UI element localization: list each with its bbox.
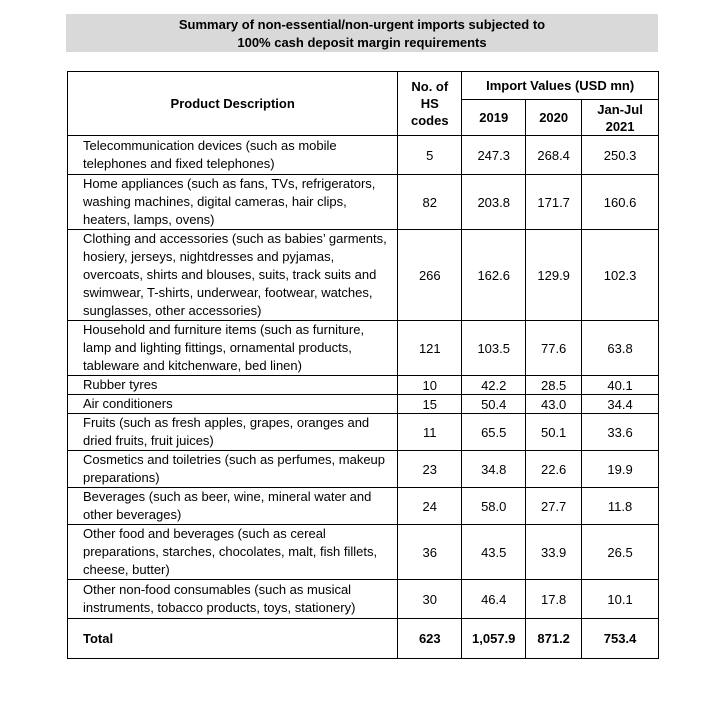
header-hs-codes	[398, 72, 462, 136]
description-line: Clothing and accessories (such as babies’ garments,	[83, 231, 387, 246]
header-import-values: Import Values (USD mn)	[462, 72, 659, 100]
description-line: Other non-food consumables (such as musical	[83, 582, 352, 597]
cell-value-2021: 19.9	[582, 451, 659, 488]
cell-value-2020: 268.4	[526, 136, 582, 175]
cell-value-2021: 26.5	[582, 525, 659, 580]
header-year-2019: 2019	[462, 100, 526, 136]
cell-value-2020: 77.6	[526, 321, 582, 376]
cell-hs-codes: 15	[398, 395, 462, 414]
cell-value-2020: 171.7	[526, 175, 582, 230]
cell-product-description	[68, 451, 398, 488]
table-row	[68, 376, 659, 395]
header-hs-line-2: HS	[420, 96, 439, 111]
description-line: instruments, tobacco products, toys, stationery)	[83, 600, 356, 615]
table-row	[68, 230, 659, 321]
total-row	[68, 619, 659, 659]
header-2021-line-2: 2021	[605, 118, 635, 134]
cell-product-description	[68, 321, 398, 376]
imports-table	[67, 71, 659, 659]
cell-value-2021: 33.6	[582, 414, 659, 451]
description-line: washing machines, digital cameras, hair clips,	[83, 194, 347, 209]
description-line: preparations, starches, chocolates, malt, fish fillets,	[83, 544, 378, 559]
description-line: other beverages)	[83, 507, 182, 522]
cell-hs-codes: 30	[398, 580, 462, 619]
header-year-2021	[582, 100, 659, 136]
cell-value-2021: 10.1	[582, 580, 659, 619]
table-row	[68, 321, 659, 376]
table-row	[68, 175, 659, 230]
description-line: dried fruits, fruit juices)	[83, 433, 214, 448]
cell-value-2020: 27.7	[526, 488, 582, 525]
cell-product-description	[68, 414, 398, 451]
cell-value-2019: 34.8	[462, 451, 526, 488]
cell-hs-codes: 82	[398, 175, 462, 230]
table-row	[68, 136, 659, 175]
table-body	[68, 136, 659, 659]
description-line: Beverages (such as beer, wine, mineral water and	[83, 489, 372, 504]
title-line-2: 100% cash deposit margin requirements	[237, 35, 487, 50]
header-year-2020: 2020	[526, 100, 582, 136]
cell-value-2020: 28.5	[526, 376, 582, 395]
total-value-2019: 1,057.9	[462, 619, 526, 659]
cell-product-description	[68, 175, 398, 230]
description-line: hosiery, jerseys, nightdresses and pyjamas,	[83, 249, 335, 264]
cell-value-2020: 33.9	[526, 525, 582, 580]
description-line: Telecommunication devices (such as mobile	[83, 138, 337, 153]
total-hs-codes: 623	[398, 619, 462, 659]
table-row	[68, 414, 659, 451]
description-line: Cosmetics and toiletries (such as perfumes, makeup	[83, 452, 386, 467]
description-line: cheese, butter)	[83, 562, 170, 577]
cell-hs-codes: 266	[398, 230, 462, 321]
header-product-description: Product Description	[68, 72, 398, 136]
cell-product-description	[68, 230, 398, 321]
cell-value-2021: 11.8	[582, 488, 659, 525]
cell-value-2021: 63.8	[582, 321, 659, 376]
cell-hs-codes: 23	[398, 451, 462, 488]
description-line: Air conditioners	[83, 396, 173, 411]
table-title	[66, 14, 658, 52]
cell-value-2019: 46.4	[462, 580, 526, 619]
cell-value-2019: 203.8	[462, 175, 526, 230]
cell-product-description	[68, 395, 398, 414]
cell-value-2019: 50.4	[462, 395, 526, 414]
cell-value-2019: 162.6	[462, 230, 526, 321]
cell-hs-codes: 24	[398, 488, 462, 525]
title-line-1: Summary of non-essential/non-urgent imports subjected to	[178, 17, 546, 32]
header-2021-line-1: Jan-Jul	[597, 101, 643, 117]
cell-hs-codes: 121	[398, 321, 462, 376]
cell-hs-codes: 5	[398, 136, 462, 175]
cell-value-2021: 34.4	[582, 395, 659, 414]
cell-value-2021: 160.6	[582, 175, 659, 230]
description-line: Fruits (such as fresh apples, grapes, oranges and	[83, 415, 370, 430]
cell-value-2020: 129.9	[526, 230, 582, 321]
cell-value-2019: 65.5	[462, 414, 526, 451]
cell-product-description	[68, 525, 398, 580]
cell-value-2020: 22.6	[526, 451, 582, 488]
header-hs-line-3: codes	[411, 113, 449, 128]
cell-value-2021: 250.3	[582, 136, 659, 175]
description-line: tableware and kitchenware, bed linen)	[83, 358, 302, 373]
cell-value-2021: 40.1	[582, 376, 659, 395]
description-line: telephones and fixed telephones)	[83, 156, 275, 171]
description-line: heaters, lamps, ovens)	[83, 212, 215, 227]
cell-hs-codes: 11	[398, 414, 462, 451]
total-value-2020: 871.2	[526, 619, 582, 659]
table-row	[68, 580, 659, 619]
total-value-2021: 753.4	[582, 619, 659, 659]
cell-product-description	[68, 580, 398, 619]
cell-hs-codes: 36	[398, 525, 462, 580]
cell-value-2020: 50.1	[526, 414, 582, 451]
cell-value-2019: 103.5	[462, 321, 526, 376]
description-line: preparations)	[83, 470, 160, 485]
description-line: Rubber tyres	[83, 377, 158, 392]
cell-product-description	[68, 136, 398, 175]
table-row	[68, 451, 659, 488]
cell-product-description	[68, 376, 398, 395]
header-hs-line-1: No. of	[411, 79, 449, 94]
cell-value-2020: 43.0	[526, 395, 582, 414]
cell-value-2019: 43.5	[462, 525, 526, 580]
cell-product-description	[68, 488, 398, 525]
description-line: overcoats, shirts and blouses, suits, track suits and	[83, 267, 377, 282]
cell-value-2019: 247.3	[462, 136, 526, 175]
cell-value-2020: 17.8	[526, 580, 582, 619]
total-label: Total	[68, 619, 398, 659]
cell-hs-codes: 10	[398, 376, 462, 395]
cell-value-2019: 42.2	[462, 376, 526, 395]
description-line: Household and furniture items (such as furniture,	[83, 322, 365, 337]
description-line: sunglasses, other accessories)	[83, 303, 262, 318]
description-line: Other food and beverages (such as cereal	[83, 526, 326, 541]
description-line: swimwear, T-shirts, underwear, footwear, watches,	[83, 285, 373, 300]
cell-value-2021: 102.3	[582, 230, 659, 321]
description-line: Home appliances (such as fans, TVs, refrigerators,	[83, 176, 376, 191]
table-row	[68, 395, 659, 414]
description-line: lamp and lighting fittings, ornamental products,	[83, 340, 352, 355]
cell-value-2019: 58.0	[462, 488, 526, 525]
table-row	[68, 488, 659, 525]
table-row	[68, 525, 659, 580]
